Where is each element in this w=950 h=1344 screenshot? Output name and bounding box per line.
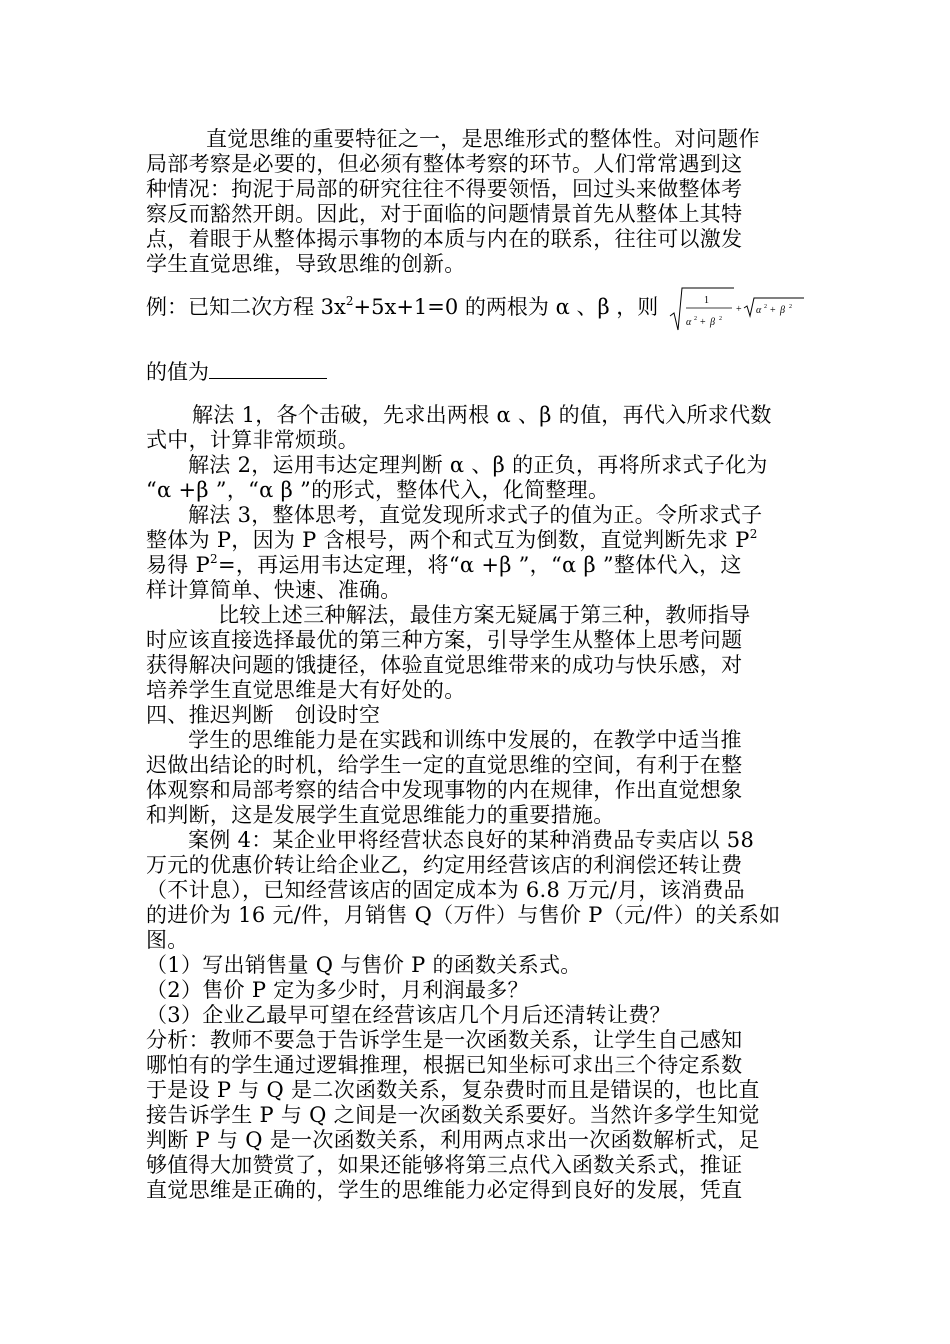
formula-expression xyxy=(668,286,808,332)
paragraph-line: 时应该直接选择最优的第三种方案，引导学生从整体上思考问题 xyxy=(146,628,743,652)
paragraph-line: 察反而豁然开朗。因此，对于面临的问题情景首先从整体上其特 xyxy=(146,202,743,226)
paragraph-line: 案例 4：某企业甲将经营状态良好的某种消费品专卖店以 58 xyxy=(188,828,755,852)
radicand-exp-a: 2 xyxy=(764,304,767,310)
example-text-end: +5x+1=0 的两根为 α 、β ，则 xyxy=(353,295,659,319)
paragraph-line: 解法 3，整体思考，直觉发现所求式子的值为正。令所求式子 xyxy=(188,503,763,527)
paragraph-line: 式中，计算非常烦琐。 xyxy=(146,428,359,452)
radicand-beta: β xyxy=(780,305,785,316)
paragraph-line: 获得解决问题的饿捷径，体验直觉思维带来的成功与快乐感，对 xyxy=(146,653,743,677)
denominator-beta: β xyxy=(710,317,715,328)
superscript-2: 2 xyxy=(749,527,758,541)
paragraph-line: 分析：教师不要急于告诉学生是一次函数关系，让学生自己感知 xyxy=(146,1028,743,1052)
paragraph-line: 万元的优惠价转让给企业乙，约定用经营该店的利润偿还转让费 xyxy=(146,853,743,877)
denominator-exp-b: 2 xyxy=(719,316,722,322)
paragraph-line: 样计算简单、快速、准确。 xyxy=(146,578,402,602)
paragraph-line: 于是设 P 与 Q 是二次函数关系，复杂费时而且是错误的，也比直 xyxy=(146,1078,760,1102)
paragraph-line: 体观察和局部考察的结合中发现事物的内在规律，作出直觉想象 xyxy=(146,778,743,802)
example-text-start: 例：已知二次方程 3x xyxy=(146,295,346,319)
paragraph-line: 种情况：拘泥于局部的研究往往不得要领悟，回过头来做整体考 xyxy=(146,177,743,201)
answer-blank xyxy=(209,356,327,379)
paragraph-line: 解法 2，运用韦达定理判断 α 、β 的正负，再将所求式子化为 xyxy=(188,453,768,477)
paragraph-line xyxy=(146,553,742,578)
text-span: =，再运用韦达定理，将“α +β ”，“α β ”整体代入，这 xyxy=(217,553,742,577)
superscript-2: 2 xyxy=(345,294,354,308)
paragraph-line: 图。 xyxy=(146,928,189,952)
question-item: （1）写出销售量 Q 与售价 P 的函数关系式。 xyxy=(146,953,582,977)
paragraph-line: 的进价为 16 元/件，月销售 Q（万件）与售价 P（元/件）的关系如 xyxy=(146,903,781,927)
section-heading: 四、推迟判断 创设时空 xyxy=(146,703,381,727)
radicand-plus: + xyxy=(770,305,776,316)
answer-prompt: 的值为 xyxy=(146,360,209,384)
paragraph-line: 接告诉学生 P 与 Q 之间是一次函数关系要好。当然许多学生知觉 xyxy=(146,1103,760,1127)
paragraph-line: 点，着眼于从整体揭示事物的本质与内在的联系，往往可以激发 xyxy=(146,227,743,251)
paragraph-line: 直觉思维是正确的，学生的思维能力必定得到良好的发展，凭直 xyxy=(146,1178,743,1202)
fraction-numerator: 1 xyxy=(704,295,709,306)
radicand-exp-b: 2 xyxy=(789,304,792,310)
paragraph-line: 迟做出结论的时机，给学生一定的直觉思维的空间，有利于在整 xyxy=(146,753,743,777)
radicand-alpha: α xyxy=(756,305,762,316)
denominator-alpha: α xyxy=(686,317,692,328)
question-item: （2）售价 P 定为多少时，月利润最多？ xyxy=(146,978,529,1002)
superscript-2: 2 xyxy=(210,552,218,566)
paragraph-line: 比较上述三种解法，最佳方案无疑属于第三种，教师指导 xyxy=(218,603,751,627)
paragraph-line: 学生的思维能力是在实践和训练中发展的，在教学中适当推 xyxy=(188,728,742,752)
example-line xyxy=(146,295,658,320)
paragraph-line: （不计息），已知经营该店的固定成本为 6.8 万元/月，该消费品 xyxy=(146,878,745,902)
formula-plus: + xyxy=(736,304,742,315)
paragraph-line: “α +β ”，“α β ”的形式，整体代入，化简整理。 xyxy=(146,478,610,502)
denominator-plus: + xyxy=(700,317,706,328)
paragraph-line: 学生直觉思维，导致思维的创新。 xyxy=(146,252,466,276)
paragraph-line: 培养学生直觉思维是大有好处的。 xyxy=(146,678,466,702)
paragraph-line: 哪怕有的学生通过逻辑推理，根据已知坐标可求出三个待定系数 xyxy=(146,1053,743,1077)
paragraph-line xyxy=(146,528,758,553)
answer-line xyxy=(146,356,327,385)
denominator-exp-a: 2 xyxy=(694,316,697,322)
question-item: （3）企业乙最早可望在经营该店几个月后还清转让费？ xyxy=(146,1003,671,1027)
paragraph-line: 判断 P 与 Q 是一次函数关系，利用两点求出一次函数解析式，足 xyxy=(146,1128,760,1152)
paragraph-line: 解法 1，各个击破，先求出两根 α 、β 的值，再代入所求代数 xyxy=(192,403,772,427)
text-span: 整体为 P，因为 P 含根号，两个和式互为倒数，直觉判断先求 P xyxy=(146,528,750,552)
paragraph-line: 和判断，这是发展学生直觉思维能力的重要措施。 xyxy=(146,803,615,827)
text-span: 易得 P xyxy=(146,553,211,577)
paragraph-line: 直觉思维的重要特征之一，是思维形式的整体性。对问题作 xyxy=(206,127,760,151)
paragraph-line: 局部考察是必要的，但必须有整体考察的环节。人们常常遇到这 xyxy=(146,152,743,176)
paragraph-line: 够值得大加赞赏了，如果还能够将第三点代入函数关系式，推证 xyxy=(146,1153,743,1177)
